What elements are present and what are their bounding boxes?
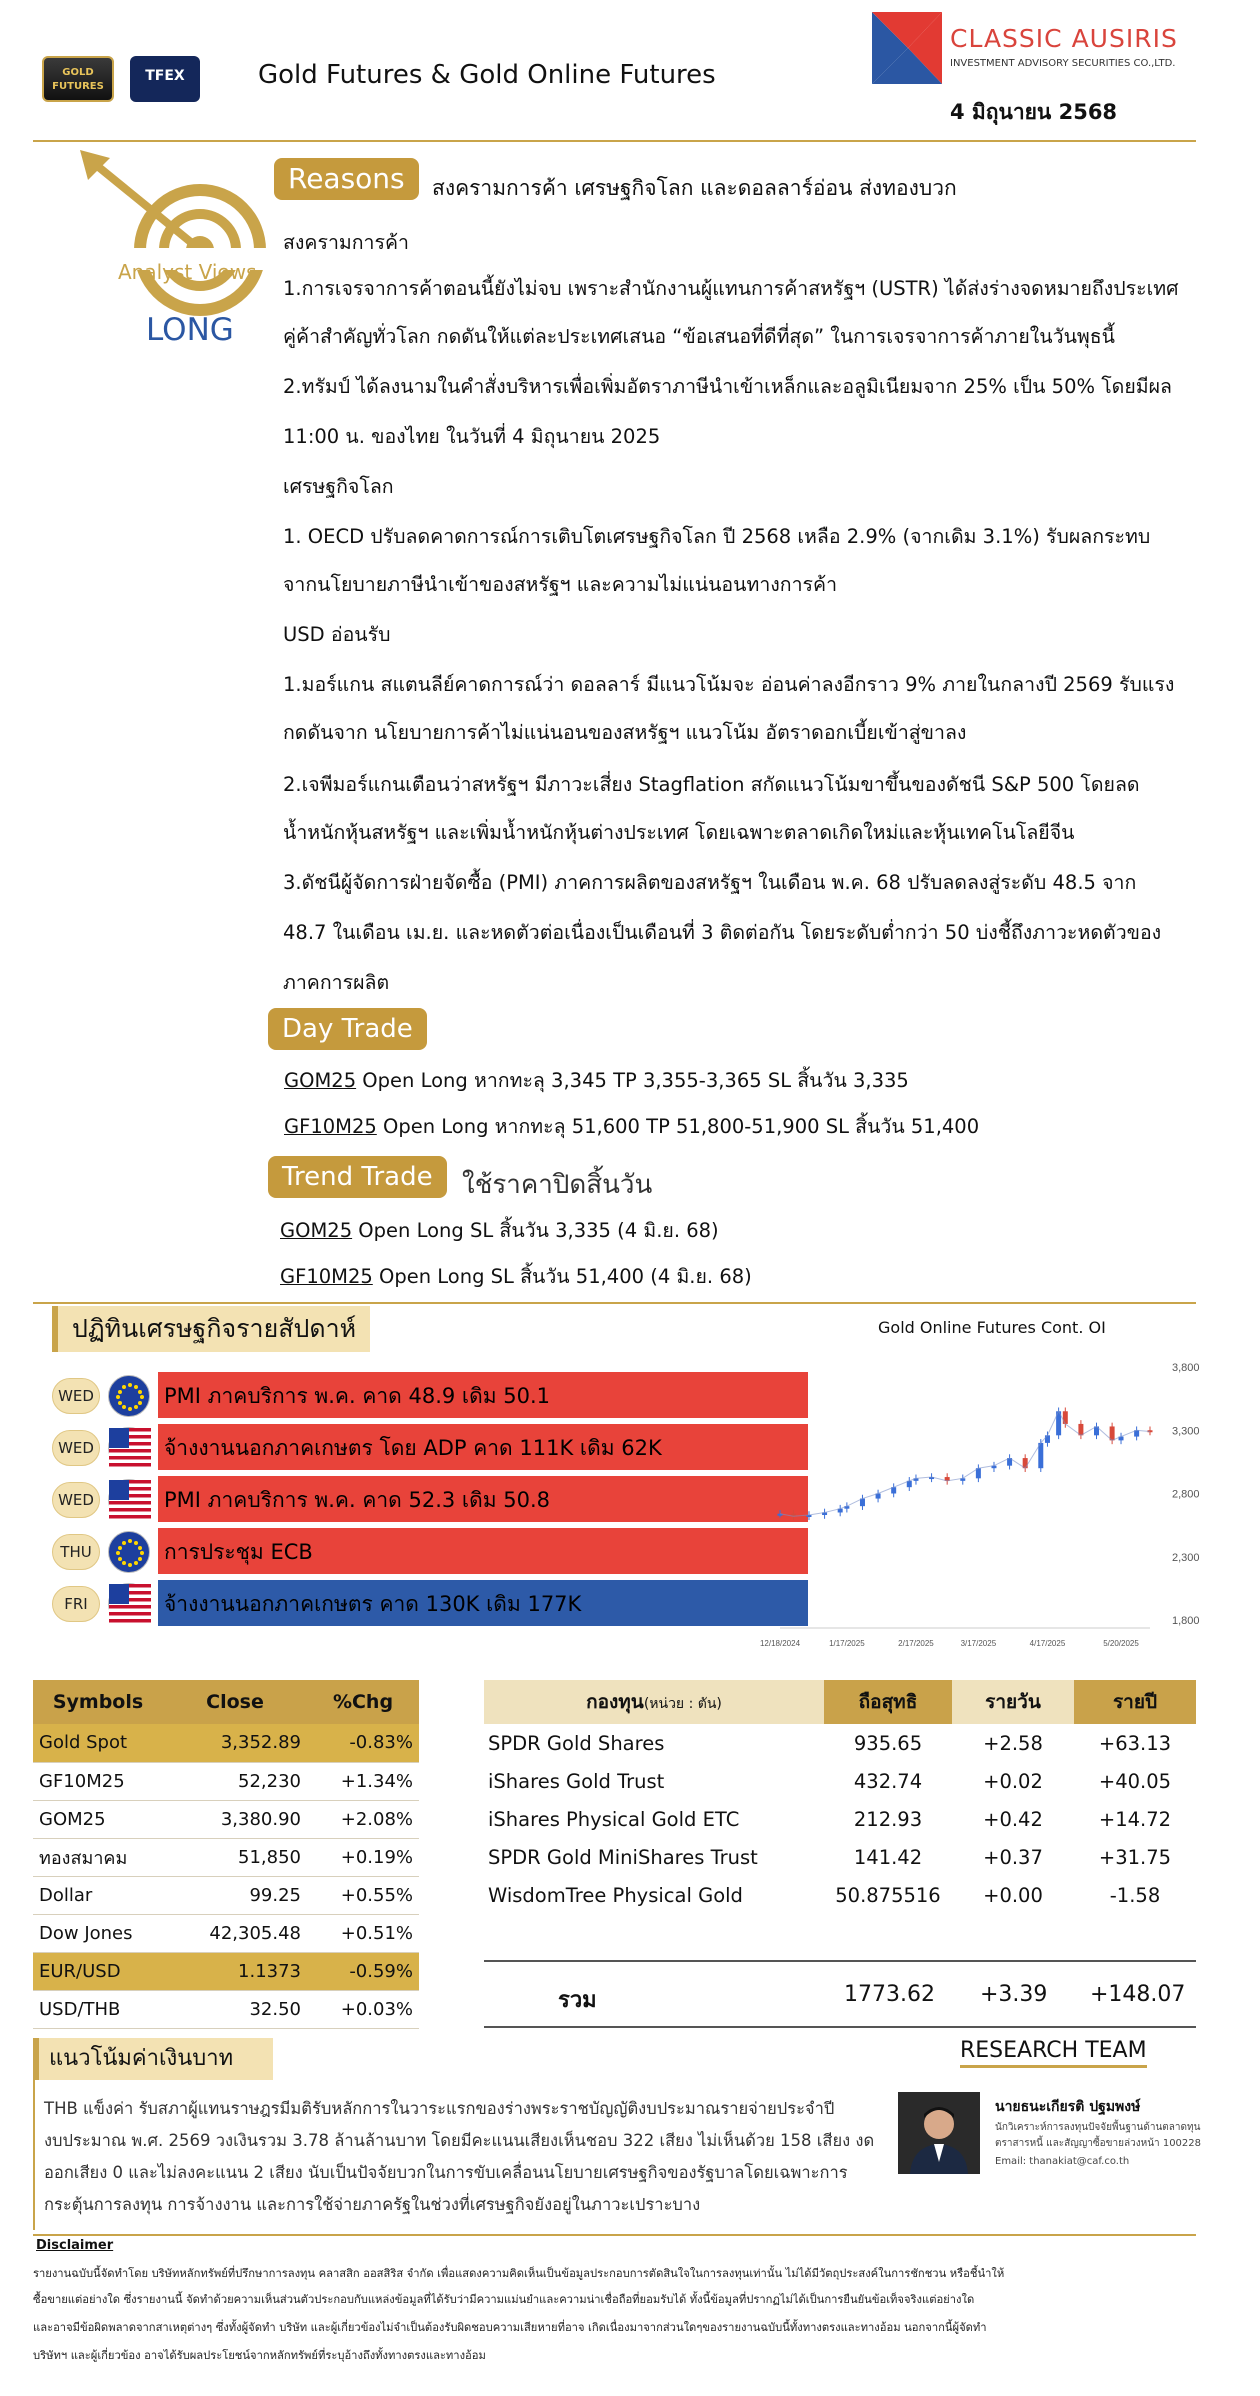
fund-daily: +0.42 <box>983 1807 1043 1831</box>
fund-ytd: -1.58 <box>1109 1883 1161 1907</box>
symbol-close: 51,850 <box>163 1838 307 1876</box>
fund-total-ytd: +148.07 <box>1090 1982 1186 2007</box>
day-trade-symbol: GF10M25 <box>284 1115 377 1138</box>
reasons-line: สงครามการค้า <box>283 231 409 254</box>
classic-ausiris-logo-icon <box>872 12 942 84</box>
symbol-close: 32.50 <box>163 1990 307 2028</box>
symbol-chg: +0.51% <box>307 1914 419 1952</box>
trend-trade-text: Open Long SL สิ้นวัน 51,400 (4 มิ.ย. 68) <box>372 1265 752 1288</box>
tfex-logo <box>130 56 200 102</box>
fund-row <box>484 1838 1196 1876</box>
fund-daily: +0.02 <box>983 1769 1043 1793</box>
fund-ytd: +40.05 <box>1098 1769 1172 1793</box>
symbol-row <box>33 1724 419 1762</box>
y-tick-label: 2,800 <box>1172 1488 1200 1501</box>
baht-line: กระตุ้นการลงทุน การจ้างงาน และการใช้จ่ายภาครัฐในช่วงที่เศรษฐกิจยังอยู่ในภาวะเปราะบาง <box>44 2195 701 2214</box>
symbols-header: Symbols <box>33 1680 163 1724</box>
reasons-line: 3.ดัชนีผู้จัดการฝ่ายจัดซื้อ (PMI) ภาคการผลิตของสหรัฐฯ ในเดือน พ.ค. 68 ปรับลดลงสู่ระดับ 48.5 จาก <box>283 871 1137 894</box>
reasons-line: 1. OECD ปรับลดคาดการณ์การเติบโตเศรษฐกิจโลก ปี 2568 เหลือ 2.9% (จากเดิม 3.1%) รับผลกระทบ <box>283 525 1151 548</box>
disclaimer-line: ซื้อขายแต่อย่างใด ซึ่งรายงานนี้ จัดทำด้วยความเห็นส่วนตัวประกอบกับแหล่งข้อมูลที่ได้รับว่ามีความแม่นยำและความน่าเชื่อถือที่ยอมรับได้ ทั้งนี้ข้อมูลที่ปรากฏไม่ได้เป็นการยืนยันข้อเท็จจริงแต่อย่างใด <box>33 2293 975 2306</box>
x-tick-label: 2/17/2025 <box>898 1639 934 1648</box>
reasons-line: 1.มอร์แกน สแตนลีย์คาดการณ์ว่า ดอลลาร์ มีแนวโน้มจะ อ่อนค่าลงอีกราว 9% ภายในกลางปี 2569 รับแรง <box>283 673 1175 696</box>
footer-divider <box>33 2234 1196 2236</box>
symbol-name: Gold Spot <box>33 1724 163 1762</box>
fund-daily: +2.58 <box>983 1731 1043 1755</box>
target-arrow-icon <box>80 150 270 270</box>
fund-row <box>484 1800 1196 1838</box>
ytd-header: รายปี <box>1074 1680 1196 1724</box>
symbol-chg: -0.59% <box>307 1952 419 1990</box>
disclaimer-line: รายงานฉบับนี้จัดทำโดย บริษัทหลักทรัพย์ที่ปรึกษาการลงทุน คลาสสิก ออสสิริส จำกัด เพื่อแสดงความคิดเห็นเป็นข้อมูลประกอบการตัดสินใจในการลงทุนเท่านั้น ไม่ได้มีวัตถุประสงค์ในการชักชวน หรือชี้นำให้ <box>33 2267 1005 2280</box>
fund-daily: +0.37 <box>983 1845 1043 1869</box>
fund-name: iShares Physical Gold ETC <box>488 1807 740 1831</box>
trend-trade-symbol: GF10M25 <box>280 1265 373 1288</box>
reasons-line: คู่ค้าสำคัญทั่วโลก กดดันให้แต่ละประเทศเสนอ “ข้อเสนอที่ดีที่สุด” ในการเจรจาการค้าภายในวันพุธนี้ <box>283 325 1115 348</box>
symbol-close: 3,380.90 <box>163 1800 307 1838</box>
symbol-name: Dow Jones <box>33 1914 163 1952</box>
calendar-event-text: PMI ภาคบริการ พ.ค. คาด 52.3 เดิม 50.8 <box>158 1476 808 1524</box>
reasons-headline: สงครามการค้า เศรษฐกิจโลก และดอลลาร์อ่อน ส่งทองบวก <box>432 176 957 200</box>
disclaimer-line: บริษัทฯ และผู้เกี่ยวข้อง อาจได้รับผลประโยชน์จากหลักทรัพย์ที่ระบุอ้างถึงทั้งทางตรงและทางอ้อม <box>33 2349 486 2362</box>
calendar-event-text: การประชุม ECB <box>158 1528 808 1576</box>
fund-name: iShares Gold Trust <box>488 1769 665 1793</box>
tfex-logo-text: TFEX <box>145 68 185 84</box>
fund-name: SPDR Gold MiniShares Trust <box>488 1845 758 1869</box>
trend-trade-text: Open Long SL สิ้นวัน 3,335 (4 มิ.ย. 68) <box>352 1219 719 1242</box>
symbol-row <box>33 1762 419 1800</box>
baht-line: THB แข็งค่า รับสภาผู้แทนราษฎรมีมติรับหลักการในวาระแรกของร่างพระราชบัญญัติงบประมาณรายจ่ายประจำปี <box>44 2099 835 2118</box>
symbol-name: EUR/USD <box>33 1952 163 1990</box>
fund-header-text: กองทุน <box>586 1691 644 1713</box>
calendar-event <box>48 1476 768 1524</box>
report-date: 4 มิถุนายน 2568 <box>950 100 1118 124</box>
fund-net: 212.93 <box>853 1807 923 1831</box>
symbol-close: 1.1373 <box>163 1952 307 1990</box>
trend-trade-item <box>280 1216 719 1246</box>
symbol-name: ทองสมาคม <box>33 1838 163 1876</box>
symbol-chg: +1.34% <box>307 1762 419 1800</box>
symbol-row <box>33 1876 419 1914</box>
reasons-line: ภาคการผลิต <box>283 971 390 994</box>
symbol-close: 42,305.48 <box>163 1914 307 1952</box>
calendar-title <box>52 1306 370 1352</box>
fund-total-net: 1773.62 <box>844 1982 935 2007</box>
trend-trade-tag: Trend Trade <box>268 1156 447 1198</box>
x-tick-label: 1/17/2025 <box>829 1639 865 1648</box>
us-flag-icon <box>108 1479 150 1521</box>
x-tick-label: 5/20/2025 <box>1103 1639 1139 1648</box>
reasons-line: 2.ทรัมป์ ได้ลงนามในคำสั่งบริหารเพื่อเพิ่มอัตราภาษีนำเข้าเหล็กและอลูมิเนียมจาก 25% เป็น 50% โดยมีผล <box>283 375 1173 398</box>
reasons-tag: Reasons <box>274 158 419 200</box>
brand-name: CLASSIC AUSIRIS <box>950 24 1178 53</box>
candle-body <box>1045 1435 1050 1443</box>
fund-ytd: +31.75 <box>1098 1845 1172 1869</box>
eu-flag-icon <box>108 1375 150 1417</box>
reasons-line: น้ำหนักหุ้นสหรัฐฯ และเพิ่มน้ำหนักหุ้นต่างประเทศ โดยเฉพาะตลาดเกิดใหม่และหุ้นเทคโนโลยีจีน <box>283 821 1075 844</box>
analyst-view-value: LONG <box>146 312 234 348</box>
y-tick-label: 1,800 <box>1172 1615 1200 1627</box>
x-tick-label: 3/17/2025 <box>960 1639 997 1648</box>
symbol-row <box>33 1838 419 1876</box>
symbol-name: GOM25 <box>33 1800 163 1838</box>
calendar-event <box>48 1528 768 1576</box>
fund-net: 935.65 <box>853 1731 923 1755</box>
fund-net: 50.875516 <box>835 1883 941 1907</box>
close-header: Close <box>163 1680 307 1724</box>
baht-title <box>33 2038 273 2080</box>
gold-futures-logo <box>42 56 114 102</box>
chg-header: %Chg <box>307 1680 419 1724</box>
symbol-chg: +2.08% <box>307 1800 419 1838</box>
gold-futures-logo-text: GOLD FUTURES <box>52 67 104 92</box>
reasons-line: 2.เจพีมอร์แกนเตือนว่าสหรัฐฯ มีภาวะเสี่ยง Stagflation สกัดแนวโน้มขาขึ้นของดัชนี S&P 500 โดยลด <box>283 773 1140 796</box>
trend-trade-symbol: GOM25 <box>280 1219 353 1242</box>
day-badge: THU <box>52 1534 100 1570</box>
reasons-line: กดดันจาก นโยบายการค้าไม่แน่นอนของสหรัฐฯ แนวโน้ม อัตราดอกเบี้ยเข้าสู่ขาลง <box>283 721 967 744</box>
fund-unit-text: (หน่วย : ตัน) <box>643 1696 722 1712</box>
fund-row <box>484 1724 1196 1762</box>
symbol-chg: +0.03% <box>307 1990 419 2028</box>
fund-total-label: รวม <box>558 1988 597 2013</box>
fund-total-daily: +3.39 <box>980 1982 1048 2007</box>
daily-header: รายวัน <box>952 1680 1074 1724</box>
x-tick-label: 4/17/2025 <box>1029 1639 1066 1648</box>
fund-name: SPDR Gold Shares <box>488 1731 665 1755</box>
analyst-views-label: Analyst Views <box>118 260 257 284</box>
candle-body <box>1063 1411 1068 1424</box>
calendar-event-text: จ้างงานนอกภาคเกษตร คาด 130K เดิม 177K <box>158 1580 808 1628</box>
candle-body <box>1038 1443 1043 1468</box>
symbol-name: Dollar <box>33 1876 163 1914</box>
y-tick-label: 3,300 <box>1172 1425 1200 1438</box>
analyst-name: นายธนะเกียรติ ปฐมพงษ์ <box>995 2099 1141 2115</box>
reasons-line: 1.การเจรจาการค้าตอนนี้ยังไม่จบ เพราะสำนักงานผู้แทนการค้าสหรัฐฯ (USTR) ได้ส่งร่างจดหมายถึงประเทศ <box>283 277 1179 300</box>
eu-flag-icon <box>108 1531 150 1573</box>
reasons-line: 11:00 น. ของไทย ในวันที่ 4 มิถุนายน 2025 <box>283 425 661 448</box>
brand-subtitle: INVESTMENT ADVISORY SECURITIES CO.,LTD. <box>950 58 1176 69</box>
x-tick-label: 12/18/2024 <box>759 1639 801 1648</box>
fund-header <box>484 1680 824 1724</box>
baht-title-text: แนวโน้มค่าเงินบาท <box>49 2046 234 2071</box>
fund-ytd: +14.72 <box>1098 1807 1172 1831</box>
disclaimer-line: และอาจมีข้อผิดพลาดจากสาเหตุต่างๆ ซึ่งทั้งผู้จัดทำ บริษัท และผู้เกี่ยวข้องไม่จำเป็นต้องรับผิดชอบความเสียหายที่อาจ เกิดเนื่องมาจากส่วนใดๆของรายงานฉบับนี้ทั้งทางตรงและทางอ้อม นอกจากนี้ผู้จัดทำ <box>33 2321 987 2334</box>
net-header: ถือสุทธิ <box>824 1680 952 1724</box>
chart-title: Gold Online Futures Cont. OI <box>878 1318 1106 1337</box>
symbol-row <box>33 1800 419 1838</box>
trend-trade-note: ใช้ราคาปิดสิ้นวัน <box>462 1170 653 1200</box>
day-trade-item <box>284 1066 909 1096</box>
analyst-title-line: นักวิเคราะห์การลงทุนปัจจัยพื้นฐานด้านตลาดทุน <box>995 2122 1201 2133</box>
us-flag-icon <box>108 1583 150 1625</box>
research-title: RESEARCH TEAM <box>960 2038 1147 2068</box>
symbol-row <box>33 1952 419 1990</box>
day-badge: WED <box>52 1378 100 1414</box>
symbol-chg: -0.83% <box>307 1724 419 1762</box>
fund-total-row <box>484 1960 1196 2028</box>
day-badge: WED <box>52 1430 100 1466</box>
fund-name: WisdomTree Physical Gold <box>488 1883 743 1907</box>
header-divider <box>33 140 1196 142</box>
symbol-chg: +0.55% <box>307 1876 419 1914</box>
reasons-line: เศรษฐกิจโลก <box>283 475 394 498</box>
page-title: Gold Futures & Gold Online Futures <box>258 60 716 90</box>
us-flag-icon <box>108 1427 150 1469</box>
symbol-name: USD/THB <box>33 1990 163 2028</box>
calendar-event-text: จ้างงานนอกภาคเกษตร โดย ADP คาด 111K เดิม 62K <box>158 1424 808 1472</box>
reasons-line: USD อ่อนรับ <box>283 623 391 646</box>
fund-net: 432.74 <box>853 1769 923 1793</box>
analyst-license-line: ตราสารหนี้ และสัญญาซื้อขายล่วงหน้า 100228 <box>995 2138 1202 2149</box>
day-trade-text: Open Long หากทะลุ 3,345 TP 3,355-3,365 SL สิ้นวัน 3,335 <box>356 1069 909 1092</box>
day-trade-item <box>284 1112 979 1142</box>
oi-chart <box>759 1355 1210 1655</box>
fund-row <box>484 1762 1196 1800</box>
fund-daily: +0.00 <box>983 1883 1043 1907</box>
calendar-title-text: ปฏิทินเศรษฐกิจรายสัปดาห์ <box>72 1314 357 1343</box>
calendar-event <box>48 1424 768 1472</box>
funds-table <box>484 1680 1196 1914</box>
reasons-line: 48.7 ในเดือน เม.ย. และหดตัวต่อเนื่องเป็นเดือนที่ 3 ติดต่อกัน โดยระดับต่ำกว่า 50 บ่งชี้ถึงภาวะหดตัวของ <box>283 921 1162 944</box>
y-tick-label: 3,800 <box>1172 1362 1200 1374</box>
symbol-row <box>33 1914 419 1952</box>
calendar-event-text: PMI ภาคบริการ พ.ค. คาด 48.9 เดิม 50.1 <box>158 1372 808 1420</box>
calendar-event <box>48 1372 768 1420</box>
day-trade-symbol: GOM25 <box>284 1069 357 1092</box>
analyst-avatar <box>898 2092 980 2174</box>
symbol-name: GF10M25 <box>33 1762 163 1800</box>
symbols-table <box>33 1680 419 2029</box>
symbol-close: 3,352.89 <box>163 1724 307 1762</box>
day-badge: WED <box>52 1482 100 1518</box>
fund-net: 141.42 <box>853 1845 923 1869</box>
fund-ytd: +63.13 <box>1098 1731 1172 1755</box>
calendar-event <box>48 1580 768 1628</box>
day-badge: FRI <box>52 1586 100 1622</box>
disclaimer-title: Disclaimer <box>36 2238 114 2253</box>
symbol-close: 99.25 <box>163 1876 307 1914</box>
price-line <box>780 1411 1150 1516</box>
day-trade-text: Open Long หากทะลุ 51,600 TP 51,800-51,900 SL สิ้นวัน 51,400 <box>376 1115 980 1138</box>
baht-line: ออกเสียง 0 และไม่ลงคะแนน 2 เสียง นับเป็นปัจจัยบวกในการขับเคลื่อนนโยบายเศรษฐกิจของรัฐบาลโดยเฉพาะการ <box>44 2163 848 2182</box>
day-trade-tag: Day Trade <box>268 1008 427 1050</box>
trend-trade-item <box>280 1262 752 1292</box>
y-tick-label: 2,300 <box>1172 1551 1200 1564</box>
baht-line: งบประมาณ พ.ศ. 2569 วงเงินรวม 3.78 ล้านล้านบาท โดยมีคะแนนเสียงเห็นชอบ 322 เสียง ไม่เห็นด้วย 158 เสียง งด <box>44 2131 875 2150</box>
symbol-row <box>33 1990 419 2028</box>
symbol-chg: +0.19% <box>307 1838 419 1876</box>
fund-row <box>484 1876 1196 1914</box>
symbol-close: 52,230 <box>163 1762 307 1800</box>
analyst-email: Email: thanakiat@caf.co.th <box>995 2156 1130 2167</box>
reasons-line: จากนโยบายภาษีนำเข้าของสหรัฐฯ และความไม่แน่นอนทางการค้า <box>283 573 838 596</box>
section-divider <box>33 1302 1196 1304</box>
